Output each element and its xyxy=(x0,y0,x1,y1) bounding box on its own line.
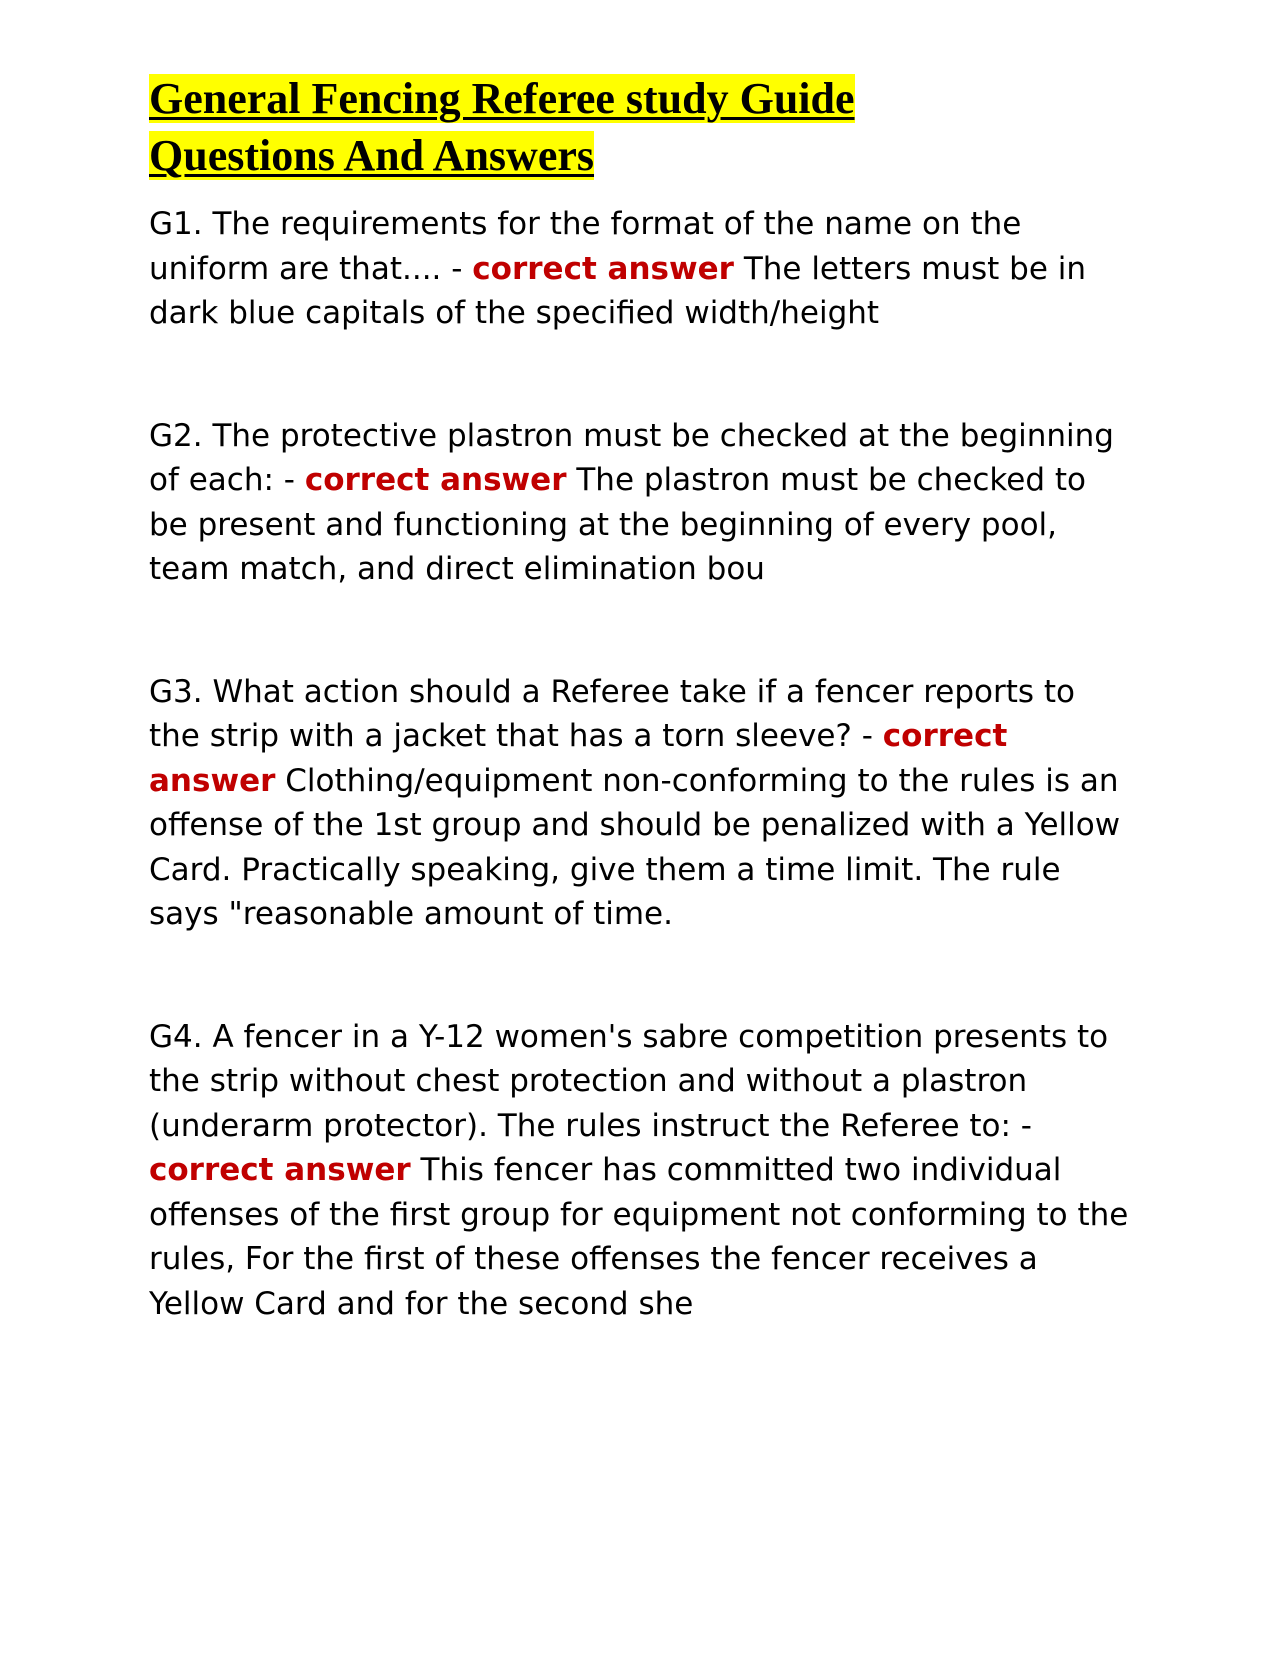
answer-text: The letters must be in dark blue capitals of the specified width/height xyxy=(149,250,1087,331)
answer-text: The plastron must be checked to be present and functioning at the beginning of every pool, team match, and direct elimination bou xyxy=(149,462,1086,587)
answer-text: This fencer has committed two individual offenses of the first group for equipment not conforming to the rules, For the first of these offenses the fencer receives a Yellow Card and for the second she xyxy=(149,1152,1129,1322)
document-title xyxy=(149,70,1129,184)
question-text: G3. What action should a Referee take if a fencer reports to the strip with a jacket that has a torn sleeve? - xyxy=(149,673,1076,754)
answer-text: Clothing/equipment non-conforming to the rules is an offense of the 1st group and should be penalized with a Yellow Card. Practically speaking, give them a time limit. The rule says "reasonable amount of time. xyxy=(149,762,1121,932)
qa-item-g1 xyxy=(149,202,1129,336)
qa-item-g4 xyxy=(149,1015,1129,1327)
qa-item-g2 xyxy=(149,414,1129,592)
correct-answer-label: correct answer xyxy=(472,250,734,287)
question-text: G4. A fencer in a Y-12 women's sabre competition presents to the strip without chest protection and without a plastron (underarm protector). The rules instruct the Referee to: - xyxy=(149,1018,1109,1144)
document-page xyxy=(149,70,1129,1404)
qa-item-g3 xyxy=(149,670,1129,937)
correct-answer-label: correct answer xyxy=(149,1152,411,1188)
correct-answer-label: correct answer xyxy=(149,718,1008,799)
question-text: G1. The requirements for the format of the name on the uniform are that.... - xyxy=(149,206,1022,287)
title-line-2: Questions And Answers xyxy=(149,131,595,180)
question-text: G2. The protective plastron must be checked at the beginning of each: - xyxy=(149,417,1114,498)
correct-answer-label: correct answer xyxy=(304,462,567,498)
title-line-1: General Fencing Referee study Guide xyxy=(149,74,855,123)
